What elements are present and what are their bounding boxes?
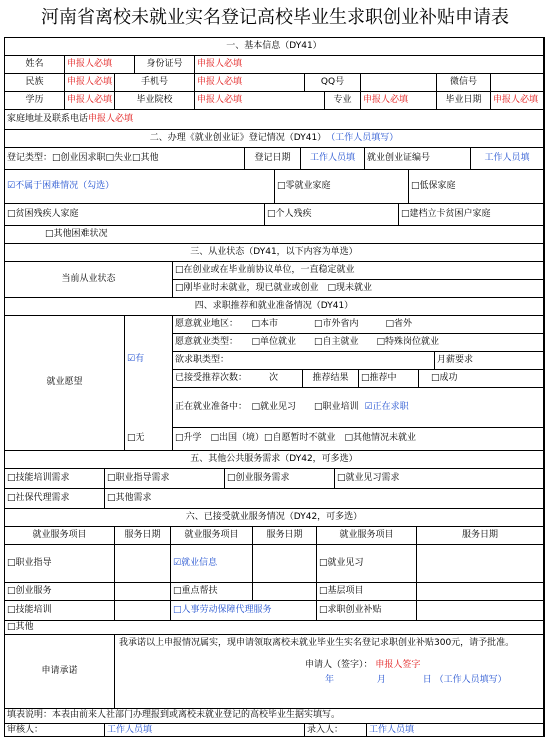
reviewer-label: 审核人： (5, 724, 105, 737)
name-field[interactable]: 申报人必填 (65, 56, 135, 74)
checked-box-icon: ☑ (127, 354, 136, 364)
section-basic-header: 一、基本信息（DY41） (5, 38, 544, 56)
not-hardship-option[interactable] (5, 170, 275, 204)
id-number-field[interactable]: 申报人必填 (195, 56, 544, 74)
employment-status-label: 当前从业状态 (5, 262, 173, 298)
zero-employment-option[interactable]: □零就业家庭 (275, 170, 409, 204)
section-received-service-header: 六、已接受就业服务情况（DY42，可多选） (5, 509, 544, 527)
qq-label: QQ号 (305, 74, 361, 92)
service-date-cell[interactable] (115, 545, 171, 583)
service-job-subsidy[interactable]: □求职创业补贴 (317, 601, 417, 621)
checked-box-icon: ☑ (173, 557, 182, 568)
major-field[interactable]: 申报人必填 (361, 92, 437, 110)
service-career-guidance[interactable]: □职业指导 (5, 545, 115, 583)
service-key-help[interactable]: □重点帮扶 (171, 583, 253, 601)
no-intent-reason-options[interactable]: □升学 □出国（境）□自愿暂时不就业 □其他情况未就业 (173, 428, 544, 451)
id-number-label: 身份证号 (135, 56, 195, 74)
education-label: 学历 (5, 92, 65, 110)
pledge-date-note: （工作人员填写） (434, 674, 507, 685)
service-job-info-label: 就业信息 (181, 557, 218, 568)
section-registration-note: （工作人员填写） (326, 132, 399, 143)
pledge-label: 申请承诺 (5, 635, 115, 709)
section-public-service-header: 五、其他公共服务需求（DY42，可多选） (5, 451, 544, 469)
service-basic-project[interactable]: □基层项目 (317, 583, 417, 601)
fill-instructions: 填表说明：本表由前来人社部门办理报到或离校未就业登记的高校毕业生据实填写。 (5, 709, 544, 724)
grad-date-field[interactable]: 申报人必填 (491, 92, 544, 110)
service-date-header-1: 服务日期 (115, 527, 171, 545)
qq-field[interactable] (361, 74, 437, 92)
address-field[interactable]: 申报人必填 (88, 113, 134, 124)
not-hardship-label: 不属于困难情况（勾选） (15, 180, 115, 191)
service-date-header-2: 服务日期 (253, 527, 317, 545)
job-intent-none-option[interactable]: □无 (125, 428, 173, 451)
employment-option-other[interactable]: □刚毕业时未就业，现已就业或创业 □现未就业 (173, 280, 544, 298)
service-item-header-2: 就业服务项目 (171, 527, 253, 545)
address-label: 家庭地址及联系电话 (7, 113, 89, 124)
checked-box-icon: ☑ (364, 401, 373, 412)
low-income-option[interactable]: □低保家庭 (409, 170, 544, 204)
mobile-label: 手机号 (115, 74, 195, 92)
recommend-times-field[interactable] (173, 370, 303, 388)
recommend-result-label: 推荐结果 (303, 370, 359, 388)
service-hr-agent[interactable]: □人事劳动保障代理服务 (171, 601, 317, 621)
education-field[interactable]: 申报人必填 (65, 92, 115, 110)
ethnicity-field[interactable]: 申报人必填 (65, 74, 115, 92)
service-date-cell[interactable] (253, 583, 317, 601)
major-label: 专业 (325, 92, 361, 110)
registration-date-label: 登记日期 (245, 148, 301, 170)
section-job-prep-header: 四、求职推荐和就业准备情况（DY41） (5, 298, 544, 316)
service-other[interactable]: □其他 (5, 621, 544, 635)
preferred-region-options[interactable]: 愿意就业地区： □本市 □市外省内 □省外 (173, 316, 544, 334)
name-label: 姓名 (5, 56, 65, 74)
recommend-times-label: 已接受推荐次数： (175, 372, 248, 383)
recommend-times-unit: 次 (269, 372, 279, 383)
service-item-header-1: 就业服务项目 (5, 527, 115, 545)
poverty-file-option[interactable]: □建档立卡贫困户家庭 (399, 204, 544, 226)
service-date-cell[interactable] (417, 545, 544, 583)
poverty-disabled-option[interactable]: □贫困残疾人家庭 (5, 204, 265, 226)
section-registration-header (5, 130, 544, 148)
cert-number-label: 就业创业证编号 (365, 148, 471, 170)
service-date-header-3: 服务日期 (417, 527, 544, 545)
registration-type-options[interactable]: 登记类型：□创业因求职□失业□其他 (5, 148, 245, 170)
cert-number-field[interactable]: 工作人员填 (471, 148, 544, 170)
reviewer-field[interactable]: 工作人员填 (105, 724, 305, 737)
applicant-signature-label: 申请人（签字）： (305, 660, 373, 670)
pledge-year: 年 (325, 674, 335, 685)
personal-disability-option[interactable]: □个人残疾 (265, 204, 399, 226)
checked-box-icon: ☑ (7, 180, 16, 191)
service-date-cell[interactable] (115, 601, 171, 621)
internship-need[interactable]: □就业见习需求 (335, 469, 544, 489)
section-employment-header: 三、从业状态（DY41，以下内容为单选） (5, 244, 544, 262)
job-intent-label: 就业愿望 (5, 316, 125, 451)
service-skill-training[interactable]: □技能培训 (5, 601, 115, 621)
pledge-date-row[interactable] (119, 675, 539, 687)
section-registration-title: 二、办理《就业创业证》登记情况（DY41） (149, 132, 327, 143)
page-title: 河南省离校未就业实名登记高校毕业生求职创业补贴申请表 (41, 7, 509, 28)
success-option[interactable]: □成功 (419, 370, 544, 388)
other-hardship-option[interactable]: □其他困难状况 (5, 226, 544, 244)
pledge-month: 月 (376, 674, 386, 685)
social-insurance-agent-need[interactable]: □社保代理需求 (5, 489, 105, 509)
career-guidance-need[interactable]: □职业指导需求 (105, 469, 225, 489)
job-intent-have-label: 有 (135, 354, 145, 364)
preferred-employment-type-options[interactable]: 愿意就业类型： □单位就业 □自主就业 □特殊岗位就业 (173, 334, 544, 352)
registration-date-field[interactable]: 工作人员填 (301, 148, 365, 170)
service-job-info[interactable] (171, 545, 253, 583)
service-date-cell[interactable] (417, 583, 544, 601)
applicant-signature-row[interactable] (119, 660, 539, 672)
service-date-cell[interactable] (253, 545, 317, 583)
entry-person-label: 录入人： (305, 724, 367, 737)
school-label: 毕业院校 (115, 92, 195, 110)
job-prep-options[interactable] (173, 388, 544, 428)
job-prep-label: 正在就业准备中： □就业见习 □职业培训 (175, 401, 359, 412)
service-date-cell[interactable] (417, 601, 544, 621)
applicant-signature-field[interactable]: 申报人签字 (375, 660, 421, 670)
ethnicity-label: 民族 (5, 74, 65, 92)
job-seeking-label: 正在求职 (372, 401, 409, 412)
school-field[interactable]: 申报人必填 (195, 92, 325, 110)
startup-service-need[interactable]: □创业服务需求 (225, 469, 335, 489)
recommending-option[interactable]: □推荐中 (359, 370, 419, 388)
skill-training-need[interactable]: □技能培训需求 (5, 469, 105, 489)
application-form (4, 37, 545, 737)
salary-label: 月薪要求 (435, 352, 544, 370)
entry-person-field[interactable]: 工作人员填 (367, 724, 544, 737)
job-type-label: 欲求职类型： (173, 352, 435, 370)
pledge-day: 日 (422, 674, 432, 685)
pledge-text: 我承诺以上申报情况属实，现申请领取离校未就业毕业生实名登记求职创业补贴300元，请予批准。 (119, 638, 515, 648)
employment-option-stable[interactable]: □在创业或在毕业前协议单位，一直稳定就业 (173, 262, 544, 280)
grad-date-label: 毕业日期 (437, 92, 491, 110)
mobile-field[interactable]: 申报人必填 (195, 74, 305, 92)
other-need[interactable]: □其他需求 (105, 489, 544, 509)
pledge-cell (115, 635, 544, 709)
service-date-cell[interactable] (115, 583, 171, 601)
service-startup[interactable]: □创业服务 (5, 583, 115, 601)
wechat-label: 微信号 (437, 74, 491, 92)
address-row[interactable] (5, 110, 544, 130)
service-item-header-3: 就业服务项目 (317, 527, 417, 545)
wechat-field[interactable] (491, 74, 544, 92)
service-internship[interactable]: □就业见习 (317, 545, 417, 583)
